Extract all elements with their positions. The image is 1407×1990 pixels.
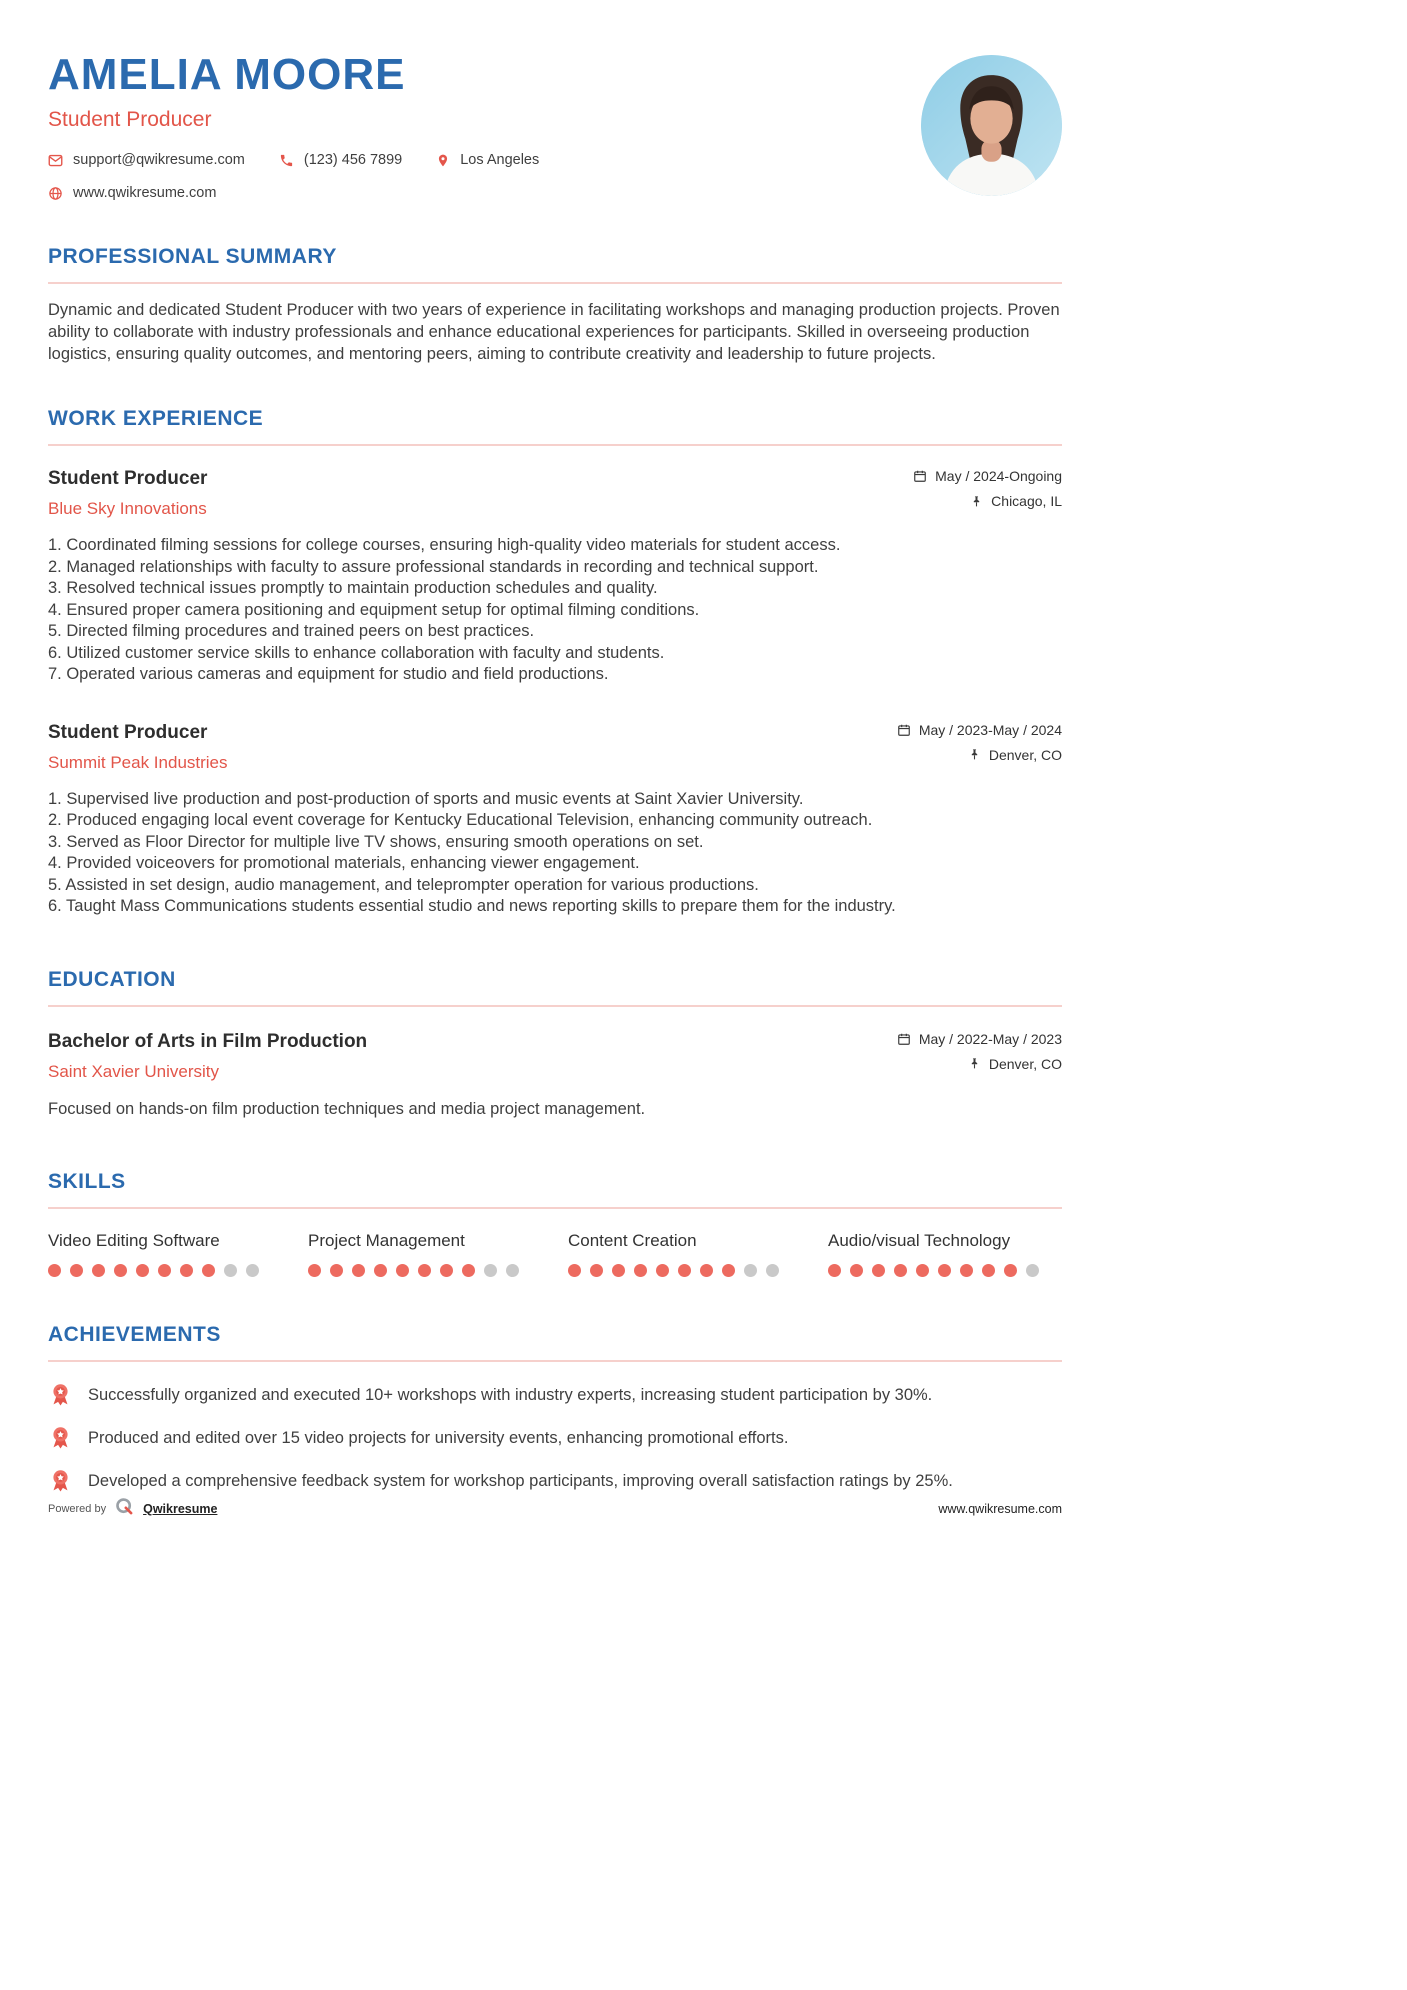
job-bullet: 2. Produced engaging local event coverage for Kentucky Educational Television, enhancing community outreach. — [48, 811, 873, 829]
experience-heading: WORK EXPERIENCE — [48, 407, 264, 430]
job-bullets — [48, 789, 1062, 918]
job-bullet: 7. Operated various cameras and equipment for studio and field productions. — [48, 665, 609, 683]
skill-dot-filled — [440, 1264, 453, 1277]
skill-name: Audio/visual Technology — [828, 1230, 1011, 1250]
skill-dots — [308, 1264, 542, 1277]
skill-dot-filled — [180, 1264, 193, 1277]
award-ribbon-icon — [48, 1470, 73, 1498]
skill-dot-filled — [982, 1264, 995, 1277]
job-location: Chicago, IL — [970, 493, 1062, 509]
job-bullet: 1. Supervised live production and post-production of sports and music events at Saint Xavier University. — [48, 789, 804, 808]
degree-title: Bachelor of Arts in Film Production — [48, 1030, 368, 1052]
job-company: Blue Sky Innovations — [48, 499, 207, 518]
education-heading: EDUCATION — [48, 967, 176, 991]
skill-dot-filled — [612, 1264, 625, 1277]
section-divider — [48, 1207, 1062, 1209]
skill-dot-empty — [484, 1264, 497, 1277]
pushpin-icon — [968, 1057, 981, 1070]
powered-by-label: Powered by — [48, 1503, 107, 1515]
website-text: www.qwikresume.com — [73, 185, 217, 201]
skill-dot-filled — [396, 1264, 409, 1277]
candidate-title: Student Producer — [48, 108, 212, 131]
skill-dot-filled — [114, 1264, 127, 1277]
skill-dot-filled — [92, 1264, 105, 1277]
skill-dot-filled — [916, 1264, 929, 1277]
calendar-icon — [913, 469, 927, 483]
summary-text: Dynamic and dedicated Student Producer with two years of experience in facilitating workshops and managing production projects. Proven ability to collaborate with industry professionals and enhance educational experiences for participants. Skilled in overseeing production logistics, ensuring quality outcomes, and mentoring peers, aiming to contribute creativity and leadership to future projects. — [48, 301, 1060, 363]
skill-dot-filled — [938, 1264, 951, 1277]
skill-dot-filled — [352, 1264, 365, 1277]
candidate-name: AMELIA MOORE — [48, 50, 406, 99]
section-divider — [48, 1360, 1062, 1362]
resume-header — [48, 50, 1062, 201]
skill-dot-filled — [700, 1264, 713, 1277]
skill-dot-filled — [634, 1264, 647, 1277]
skill-dot-filled — [418, 1264, 431, 1277]
job-bullet: 2. Managed relationships with faculty to assure professional standards in recording and technical support. — [48, 557, 819, 576]
school-name: Saint Xavier University — [48, 1061, 220, 1081]
summary-heading: PROFESSIONAL SUMMARY — [48, 245, 337, 268]
skills-section — [48, 1170, 1062, 1277]
skills-heading: SKILLS — [48, 1169, 126, 1193]
skill-dot-empty — [506, 1264, 519, 1277]
job-entry — [48, 468, 1062, 686]
achievement-text: Developed a comprehensive feedback system for workshop participants, improving overall satisfaction ratings by 25%. — [88, 1471, 953, 1490]
skill-dot-empty — [1026, 1264, 1039, 1277]
achievement-item — [48, 1384, 1062, 1412]
section-divider — [48, 444, 1062, 446]
skill-item — [568, 1231, 802, 1277]
skill-dot-filled — [872, 1264, 885, 1277]
job-dates: May / 2024-Ongoing — [913, 468, 1062, 484]
skill-dot-empty — [246, 1264, 259, 1277]
globe-icon — [48, 186, 63, 201]
profile-photo — [921, 55, 1062, 196]
job-bullet: 6. Utilized customer service skills to enhance collaboration with faculty and students. — [48, 643, 665, 662]
job-bullet: 4. Provided voiceovers for promotional materials, enhancing viewer engagement. — [48, 854, 640, 872]
skill-dot-filled — [48, 1264, 61, 1277]
skill-dot-filled — [850, 1264, 863, 1277]
job-location: Denver, CO — [968, 747, 1062, 763]
skill-dot-filled — [308, 1264, 321, 1277]
skill-dot-filled — [330, 1264, 343, 1277]
email-link[interactable] — [48, 152, 245, 168]
skill-name: Project Management — [308, 1230, 465, 1250]
skill-item — [308, 1231, 542, 1277]
skill-dot-filled — [894, 1264, 907, 1277]
job-entry — [48, 722, 1062, 918]
job-bullet: 1. Coordinated filming sessions for college courses, ensuring high-quality video materials for student access. — [48, 536, 841, 554]
award-ribbon-icon — [48, 1384, 73, 1412]
phone-text: (123) 456 7899 — [303, 152, 403, 168]
skill-dot-filled — [202, 1264, 215, 1277]
achievements-section — [48, 1323, 1062, 1498]
skill-dot-filled — [960, 1264, 973, 1277]
job-dates: May / 2023-May / 2024 — [897, 722, 1062, 738]
skill-dots — [48, 1264, 282, 1277]
map-pin-icon — [436, 153, 450, 168]
location-item — [436, 152, 539, 168]
location-text: Los Angeles — [460, 152, 540, 168]
page-footer — [48, 1496, 1062, 1522]
education-description: Focused on hands-on film production techniques and media project management. — [48, 1099, 646, 1118]
skill-dots — [568, 1264, 802, 1277]
job-company: Summit Peak Industries — [48, 752, 228, 772]
skill-name: Video Editing Software — [48, 1230, 220, 1250]
job-bullet: 3. Resolved technical issues promptly to maintain production schedules and quality. — [48, 579, 658, 597]
skill-dot-empty — [744, 1264, 757, 1277]
contact-row — [48, 152, 1062, 168]
job-title: Student Producer — [48, 468, 208, 489]
award-ribbon-icon — [48, 1427, 73, 1455]
skill-item — [828, 1231, 1062, 1277]
qwikresume-q-icon — [114, 1496, 135, 1522]
education-entry — [48, 1031, 1062, 1120]
skill-dot-empty — [224, 1264, 237, 1277]
skill-dot-filled — [70, 1264, 83, 1277]
phone-icon — [279, 153, 294, 168]
skills-grid — [48, 1231, 1062, 1277]
skill-dot-filled — [678, 1264, 691, 1277]
job-bullet: 4. Ensured proper camera positioning and equipment setup for optimal filming conditions. — [48, 600, 700, 619]
experience-jobs — [48, 468, 1062, 918]
education-dates: May / 2022-May / 2023 — [897, 1031, 1062, 1047]
skill-dot-filled — [828, 1264, 841, 1277]
website-link[interactable] — [48, 185, 216, 201]
brand-link[interactable]: Qwikresume — [143, 1502, 218, 1516]
summary-section — [48, 245, 1062, 365]
skill-name: Content Creation — [568, 1230, 697, 1250]
skill-dot-filled — [158, 1264, 171, 1277]
education-section — [48, 968, 1062, 1120]
job-bullet: 5. Directed filming procedures and trained peers on best practices. — [48, 622, 535, 640]
footer-website[interactable]: www.qwikresume.com — [938, 1502, 1062, 1516]
achievement-text: Produced and edited over 15 video projects for university events, enhancing promotional efforts. — [88, 1428, 789, 1447]
education-location: Denver, CO — [968, 1056, 1062, 1072]
phone-item[interactable] — [279, 152, 402, 168]
powered-by — [48, 1496, 217, 1522]
skill-dot-empty — [766, 1264, 779, 1277]
achievements-heading: ACHIEVEMENTS — [48, 1322, 221, 1346]
job-bullet: 3. Served as Floor Director for multiple live TV shows, ensuring smooth operations on set. — [48, 832, 704, 851]
calendar-icon — [897, 1032, 911, 1046]
pushpin-icon — [968, 748, 981, 761]
job-bullets — [48, 535, 1062, 686]
calendar-icon — [897, 723, 911, 737]
skill-item — [48, 1231, 282, 1277]
job-bullet: 6. Taught Mass Communications students essential studio and news reporting skills to prepare them for the industry. — [48, 897, 896, 915]
achievement-item — [48, 1470, 1062, 1498]
skill-dot-filled — [374, 1264, 387, 1277]
skill-dot-filled — [136, 1264, 149, 1277]
envelope-icon — [48, 153, 63, 168]
skill-dot-filled — [462, 1264, 475, 1277]
skill-dot-filled — [656, 1264, 669, 1277]
job-title: Student Producer — [48, 721, 208, 743]
achievement-item — [48, 1427, 1062, 1455]
section-divider — [48, 282, 1062, 284]
job-bullet: 5. Assisted in set design, audio management, and teleprompter operation for various productions. — [48, 875, 759, 894]
skill-dot-filled — [590, 1264, 603, 1277]
skill-dots — [828, 1264, 1062, 1277]
skill-dot-filled — [722, 1264, 735, 1277]
email-text: support@qwikresume.com — [73, 152, 245, 168]
experience-section — [48, 407, 1062, 918]
pushpin-icon — [970, 495, 983, 508]
section-divider — [48, 1005, 1062, 1007]
contact-row-2 — [48, 185, 1062, 201]
achievements-list — [48, 1384, 1062, 1498]
achievement-text: Successfully organized and executed 10+ workshops with industry experts, increasing student participation by 30%. — [88, 1385, 933, 1404]
skill-dot-filled — [1004, 1264, 1017, 1277]
skill-dot-filled — [568, 1264, 581, 1277]
